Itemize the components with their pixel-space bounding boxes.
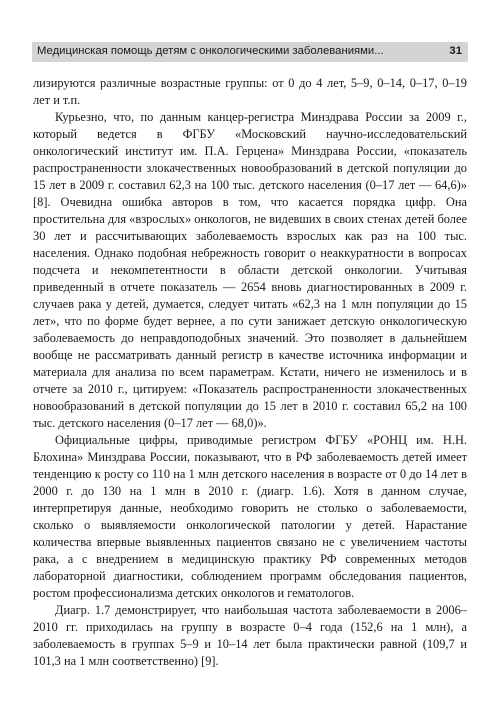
paragraph-cancer-registry: Курьезно, что, по данным канцер-регистра Минздрава России за 2009 г., который ведется в ФГБУ «Московский научно-исследовательский онкологический институт им. П.А. Герцена» Минздрава России, «показатель распространенности злокачественных новообразований в детской популяции до 15 лет в 2009 г. составил 62,3 на 100 тыс. детского населения (0–17 лет — 64,6)» [8]. Очевидна ошибка авторов в том, что касается порядка цифр. Она простительна для «взрослых» онкологов, не видевших в своих стенах детей более 30 лет и рассчитывающих заболеваемость взрослых как раз на 100 тыс. населения. Однако подобная небрежность говорит о неаккуратности в вопросах подсчета и некомпетентности в области детской онкологии. Учитывая приведенный в отчете показатель — 2654 вновь диагностированных в 2009 г. случаев рака у детей, думается, следует читать «62,3 на 1 млн популяции до 15 лет», что по форме будет вернее, а по сути занижает детскую онкологическую заболеваемость до неправдоподобных значений. Это позволяет в дальнейшем вообще не рассматривать данный регистр в качестве источника информации и материала для анализа по всем параметрам. Кстати, ничего не изменилось и в отчете за 2010 г., цитируем: «Показатель распространенности злокачественных новообразований в детской популяции до 15 лет в 2010 г. составил 65,2 на 100 тыс. детского населения (0–17 лет — 68,0)». xyxy=(33,110,467,430)
paragraph-continuation: лизируются различные возрастные группы: от 0 до 4 лет, 5–9, 0–14, 0–17, 0–19 лет и т.п. xyxy=(33,76,467,107)
body-text xyxy=(33,75,467,670)
running-header xyxy=(32,42,468,62)
page-number: 31 xyxy=(449,45,462,57)
paragraph-diagram-1-7: Диагр. 1.7 демонстрирует, что наибольшая частота заболеваемости в 2006–2010 гг. приходилась на группу в возрасте 0–4 года (152,6 на 1 млн), а заболеваемость в группах 5–9 и 10–14 лет была практически равной (109,7 и 101,3 на 1 млн соответственно) [9]. xyxy=(33,603,467,668)
running-header-title: Медицинская помощь детям с онкологическими заболеваниями... xyxy=(37,45,384,57)
paragraph-official-figures: Официальные цифры, приводимые регистром ФГБУ «РОНЦ им. Н.Н. Блохина» Минздрава России, показывают, что в РФ заболеваемость детей имеет тенденцию к росту со 110 на 1 млн детского населения в возрасте от 0 до 14 лет в 2000 г. до 130 на 1 млн в 2010 г. (диагр. 1.6). Хотя в данном случае, интерпретируя данные, необходимо говорить не столько о заболеваемости, сколько о выявляемости онкологической патологии у детей. Нарастание количества впервые выявленных пациентов связано не с увеличением частоты рака, а с внедрением в медицинскую практику РФ современных методов лабораторной диагностики, соблюдением программ обследования пациентов, ростом профессионализма детских онкологов и гематологов. xyxy=(33,433,467,600)
